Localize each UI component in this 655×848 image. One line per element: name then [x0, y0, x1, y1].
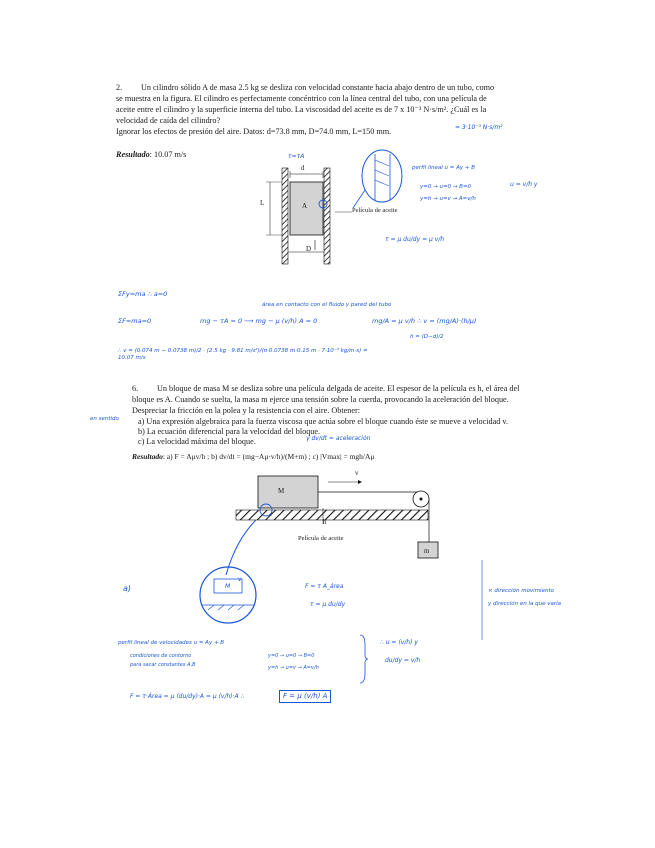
handwritten-dudy-result: du/dy = v/h: [385, 657, 421, 664]
handwritten-notes-2: y=0 → u=0 → B=0: [420, 184, 472, 190]
handwritten-notes-1: perfil lineal u = Ay + B: [412, 165, 476, 171]
handwritten-tau-equation: τ = μ du/dy = μ v/h: [385, 236, 445, 243]
problem-2-line-3: aceite entre el cilindro y la superficie interna del tubo. La viscosidad del aceite es de 7 x 10⁻³ N·s/m². ¿Cuál es la: [116, 105, 487, 114]
handwritten-final-boxed: F = μ (v/h) A: [279, 690, 331, 703]
problem-2-result: [116, 150, 186, 161]
figure-label-h: h: [323, 518, 327, 526]
problem-2-line-1: Un cilindro sólido A de masa 2.5 kg se desliza con velocidad constante hacia abajo dentro de un tubo, como: [141, 83, 495, 92]
result-value: : 10.07 m/s: [149, 150, 187, 159]
figure-label-d: d: [301, 164, 305, 172]
handwritten-boundary-2: para sacar constantes A,B: [130, 662, 196, 668]
handwritten-margin-6: en sentido: [90, 416, 119, 422]
figure-label-m: m: [424, 547, 430, 555]
block-m: [258, 476, 318, 508]
handwritten-tau-arrow: τ=τA: [288, 153, 305, 160]
figure-label-D: D: [306, 245, 312, 253]
problem-6-item-b: b) La ecuación diferencial para la velocidad del bloque.: [138, 427, 321, 436]
problem-6-line-2: bloque es A. Cuando se suelta, la masa m ejerce una tensión sobre la cuerda, provocando la aceleración del bloque.: [132, 395, 509, 404]
result-label: Resultado: [116, 150, 150, 159]
handwritten-part-a-mark: a): [123, 584, 132, 593]
handwritten-boundary-1: condiciones de contorno: [130, 653, 192, 659]
problem-6-item-a: a) Una expresión algebraica para la fuerza viscosa que actúa sobre el bloque cuando éste se mueve a velocidad v.: [138, 417, 509, 426]
margin-line: [480, 560, 484, 640]
handwritten-linear-profile: perfil lineal de velocidades u = Ay + B: [118, 640, 225, 646]
handwritten-brace: [358, 635, 368, 683]
tube-wall-right: [324, 168, 330, 264]
figure-label-M: M: [278, 487, 285, 495]
handwritten-main-equation: mg − τA = 0 ⟶ mg − μ (v/h) A = 0: [200, 317, 318, 325]
problem-2-number: 2.: [116, 83, 123, 92]
problem-2-line-2: se muestra en la figura. El cilindro es perfectamente concéntrico con la línea central del tubo, con una película de: [116, 94, 487, 103]
handwritten-h-note: h = (D−d)/2: [410, 334, 444, 340]
handwritten-tau-equation-6: τ = μ du/dy: [310, 601, 346, 608]
handwritten-final-derivation: F = τ·Área = μ (du/dy)·A = μ (v/h)·A ∴: [130, 693, 245, 700]
handwritten-zoom-label-v: v: [238, 576, 242, 583]
handwritten-sum-forces-2: ΣF=ma=0: [118, 317, 152, 325]
problem-6-line-3: Despreciar la fricción en la polea y la resistencia con el aire. Obtener:: [132, 406, 360, 415]
handwritten-zoom-circle-6: [196, 515, 276, 615]
problem-6-result: [132, 452, 374, 463]
handwritten-bc-1: y=0 → u=0 → B=0: [268, 653, 315, 659]
problem-2-line-4: velocidad de caída del cilindro?: [116, 116, 221, 125]
figure-label-film: Película de aceite: [352, 207, 398, 214]
problem-6-line-1: Un bloque de masa M se desliza sobre una película delgada de aceite. El espesor de la película es h, el área del: [157, 384, 520, 393]
handwritten-velocity-expression: mg/A = μ v/h ∴ v = (mg/A)·(h/μ): [372, 317, 477, 325]
handwritten-side-note-1: × dirección movimiento: [488, 588, 554, 594]
result-value-6: : a) F = Aμv/h ; b) dv/dt = (mg−Aμ·v/h)/(M+m) ; c) |Vmax| = mgh/Aμ: [162, 452, 375, 461]
figure-label-v: v: [355, 469, 359, 477]
handwritten-acceleration: γ dv/dt = aceleración: [306, 435, 371, 442]
handwritten-force-area: F = τ A_área: [305, 583, 344, 590]
handwritten-side-note-2: y dirección en la que varía: [488, 601, 562, 607]
handwritten-margin-viscosity: = 3·10⁻³ N·s/m²: [455, 124, 503, 131]
handwritten-sum-forces: ΣFy=ma ∴ a=0: [118, 290, 168, 298]
handwritten-notes-3: y=h → u=v → A=v/h: [420, 196, 476, 202]
handwritten-u-result: ∴ u = (v/h) y: [380, 639, 418, 646]
problem-2-line-5: Ignorar los efectos de presión del aire. Datos: d=73.8 mm, D=74.0 mm, L=150 mm.: [116, 127, 392, 136]
problem-6-item-c: c) La velocidad máxima del bloque.: [138, 437, 256, 446]
figure-label-A: A: [302, 202, 308, 210]
result-label-6: Resultado: [132, 452, 163, 461]
handwritten-zoom-circle-2: [360, 148, 410, 208]
handwritten-brace-result: u = v/h y: [510, 181, 538, 188]
handwritten-area-note: área en contacto con el fluido y pared del tubo: [262, 302, 392, 308]
handwritten-velocity-calculation: ∴ v = (0.074 m − 0.0738 m)/2 · (2.5 kg · 9.81 m/s²)/(π·0.0738 m·0.15 m · 7·10⁻³ kg/m·s) = 10.07 m/s: [118, 348, 368, 361]
tube-wall-left: [282, 168, 288, 264]
figure-label-L: L: [260, 199, 265, 207]
figure-label-film-6: Película de aceite: [298, 535, 344, 542]
handwritten-zoom-label-M: M: [225, 583, 231, 590]
problem-6-number: 6.: [132, 384, 139, 393]
handwritten-bc-2: y=h → u=v → A=v/h: [268, 665, 319, 671]
